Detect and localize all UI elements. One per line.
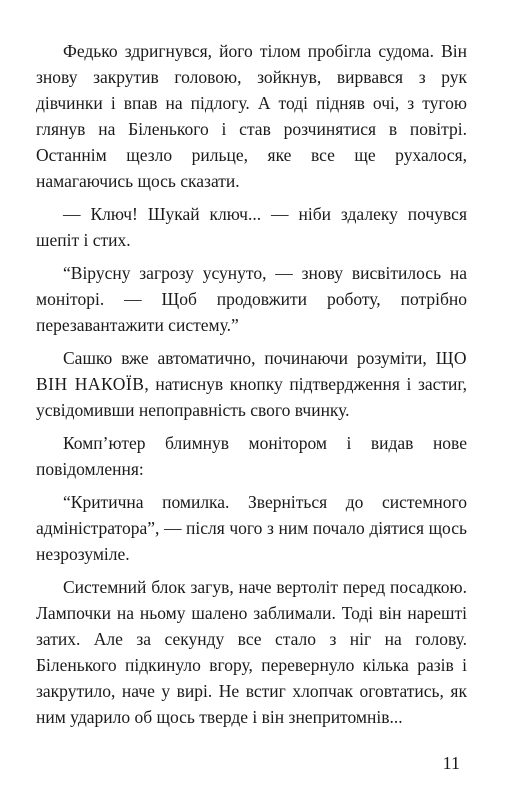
paragraph-6: “Критична помилка. Зверніться до системного адміністратора”, — після чого з ним почало діятися щось незрозуміле. <box>36 492 467 564</box>
paragraph-4-end: , натиснув кнопку підтвердження і застиг, усвідомивши непоправність свого вчинку. <box>36 374 467 420</box>
paragraph-3: “Вірусну загрозу усунуто, — знову висвітилось на моніторі. — Щоб продовжити роботу, потрібно перезавантажити систему.” <box>36 263 467 335</box>
paragraph-4 <box>36 345 467 423</box>
paragraph-7: Системний блок загув, наче вертоліт перед посадкою. Лампочки на ньому шалено заблимали. Тоді він нарешті затих. Але за секунду все стало з ніг на голову. Біленького підкинуло вгору, перевернуло кілька разів і закрутило, наче у вирі. Не встиг хлопчак оговтатись, як ним ударило об щось тверде і він знепритомнів... <box>36 577 467 727</box>
paragraph-1: Федько здригнувся, його тілом пробігла судома. Він знову закрутив головою, зойкнув, вирвався з рук дівчинки і впав на підлогу. А тоді підняв очі, з тугою глянув на Біленького і став розчинятися в повітрі. Останнім щезло рильце, яке все ще рухалося, намагаючись щось сказати. <box>36 41 467 191</box>
paragraph-2: — Ключ! Шукай ключ... — ніби здалеку почувся шепіт і стих. <box>36 204 467 250</box>
paragraph-4-start: Сашко вже автоматично, починаючи розуміти, <box>63 348 436 368</box>
page-number: 11 <box>442 753 460 773</box>
paragraph-4-caps: ЩО ВІН НАКОЇВ <box>36 348 467 394</box>
body-text <box>36 38 467 737</box>
paragraph-5: Комп’ютер блимнув монітором і видав нове повідомлення: <box>36 433 467 479</box>
